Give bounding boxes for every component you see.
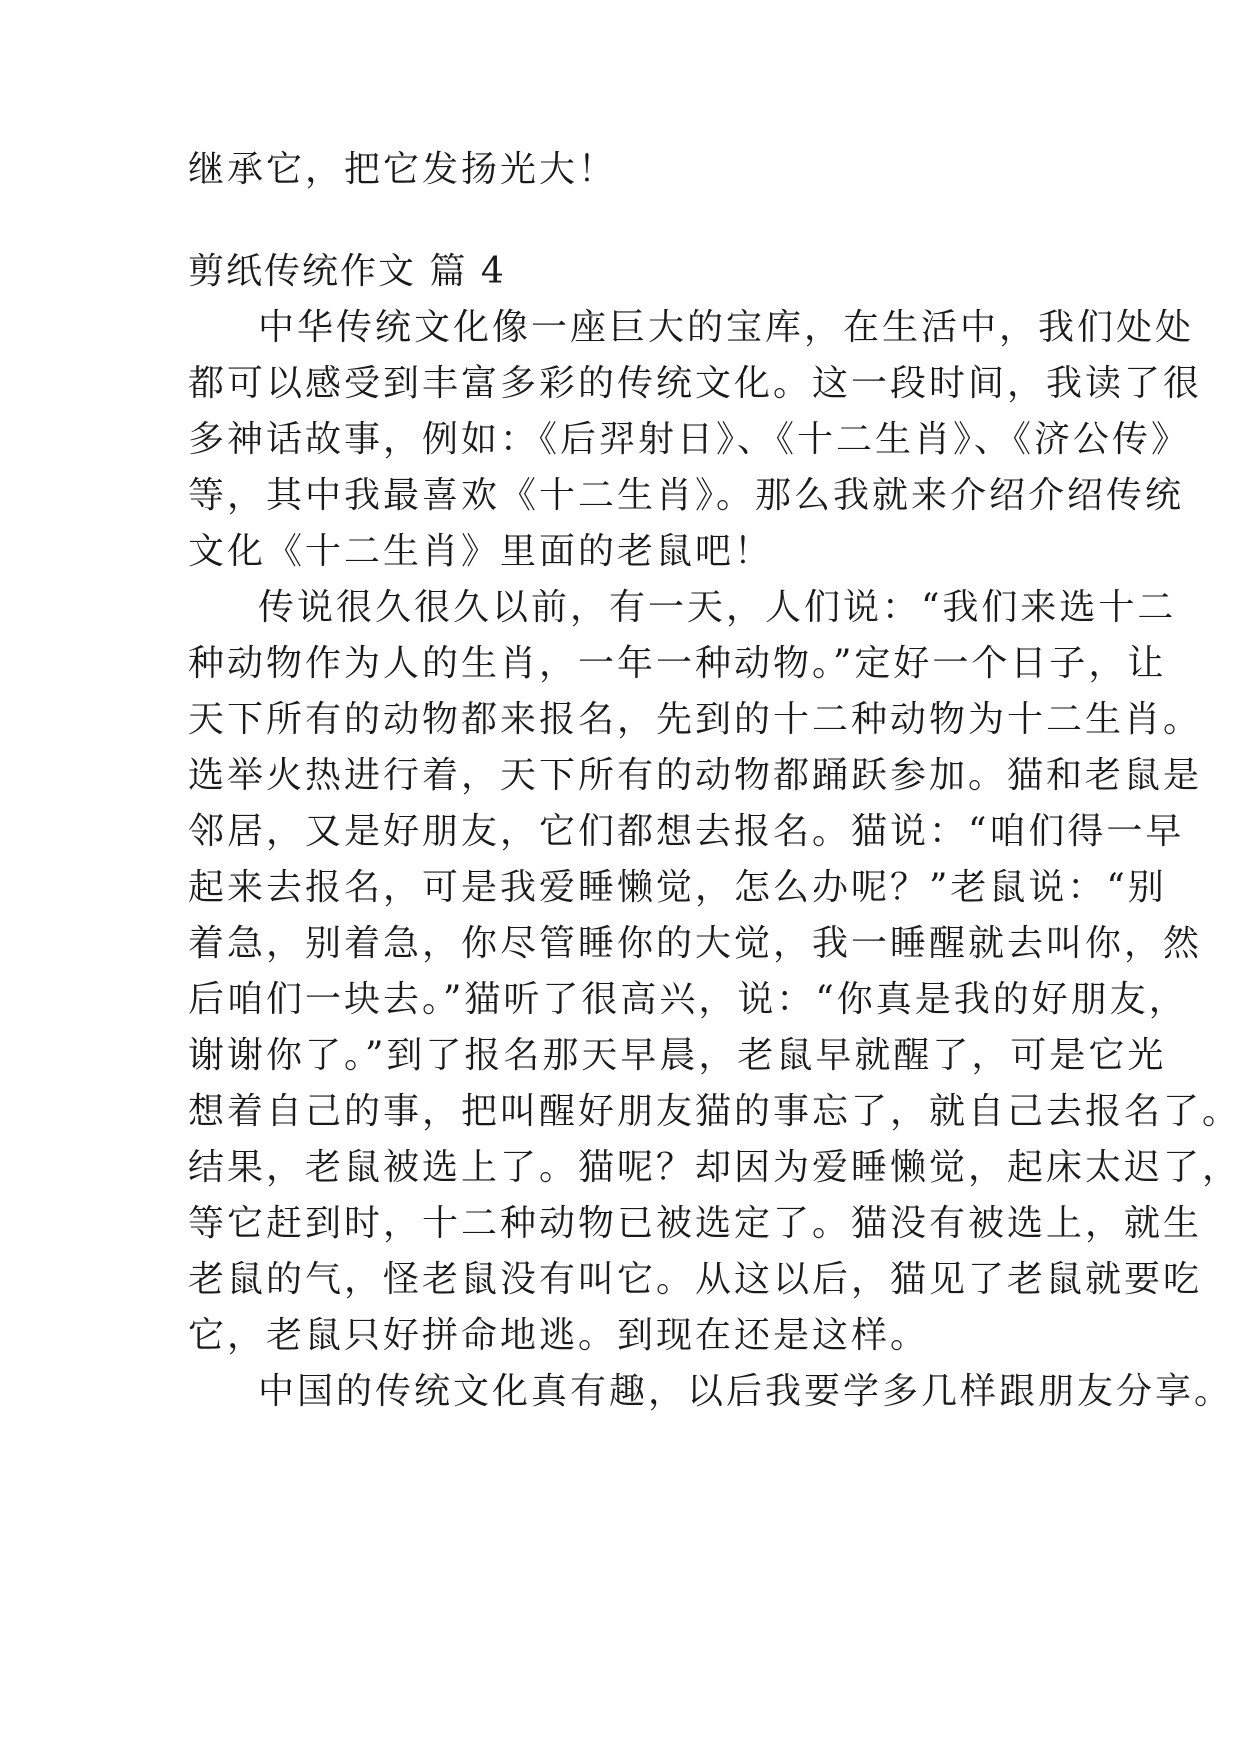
paragraph-2-line-7: 着急，别着急，你尽管睡你的大觉，我一睡醒就去叫你，然 xyxy=(188,923,1203,964)
paragraph-3-line-1: 中国的传统文化真有趣，以后我要学多几样跟朋友分享。 xyxy=(258,1371,1234,1412)
paragraph-1-line-5: 文化《十二生肖》里面的老鼠吧！ xyxy=(188,531,774,572)
paragraph-2-line-3: 天下所有的动物都来报名，先到的十二种动物为十二生肖。 xyxy=(188,699,1203,740)
essay-heading: 剪纸传统作文 篇 4 xyxy=(188,251,506,292)
paragraph-2-line-1: 传说很久很久以前，有一天，人们说：“我们来选十二 xyxy=(258,587,1177,628)
paragraph-1-line-2: 都可以感受到丰富多彩的传统文化。这一段时间，我读了很 xyxy=(188,363,1203,404)
paragraph-2-line-6: 起来去报名，可是我爱睡懒觉，怎么办呢？”老鼠说：“别 xyxy=(188,867,1167,908)
continuation-line: 继承它，把它发扬光大！ xyxy=(188,149,618,190)
paragraph-2-line-4: 选举火热进行着，天下所有的动物都踊跃参加。猫和老鼠是 xyxy=(188,755,1203,796)
paragraph-2-line-10: 想着自己的事，把叫醒好朋友猫的事忘了，就自己去报名了。 xyxy=(188,1091,1241,1132)
paragraph-2-line-9: 谢谢你了。”到了报名那天早晨，老鼠早就醒了，可是它光 xyxy=(188,1035,1167,1076)
paragraph-2-line-8: 后咱们一块去。”猫听了很高兴，说：“你真是我的好朋友， xyxy=(188,979,1188,1020)
paragraph-2-line-14: 它，老鼠只好拼命地逃。到现在还是这样。 xyxy=(188,1315,930,1356)
paragraph-2-line-2: 种动物作为人的生肖，一年一种动物。”定好一个日子，让 xyxy=(188,643,1167,684)
paragraph-1-line-3: 多神话故事，例如：《后羿射日》、《十二生肖》、《济公传》 xyxy=(188,419,1191,460)
paragraph-2-line-12: 等它赶到时，十二种动物已被选定了。猫没有被选上，就生 xyxy=(188,1203,1203,1244)
paragraph-2-line-5: 邻居，又是好朋友，它们都想去报名。猫说：“咱们得一早 xyxy=(188,811,1185,852)
paragraph-1-line-1: 中华传统文化像一座巨大的宝库，在生活中，我们处处 xyxy=(258,307,1195,348)
paragraph-2-line-13: 老鼠的气，怪老鼠没有叫它。从这以后，猫见了老鼠就要吃 xyxy=(188,1259,1203,1300)
paragraph-2-line-11: 结果，老鼠被选上了。猫呢？却因为爱睡懒觉，起床太迟了， xyxy=(188,1147,1241,1188)
paragraph-1-line-4: 等，其中我最喜欢《十二生肖》。那么我就来介绍介绍传统 xyxy=(188,475,1185,516)
